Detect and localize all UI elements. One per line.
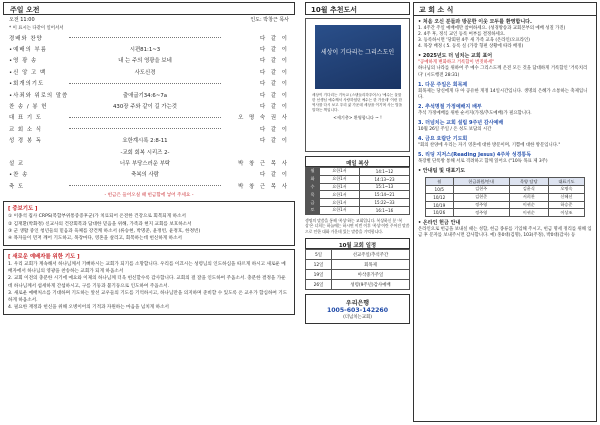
guide-heading: • 안내팀 및 대표기도 [418,168,466,175]
bible-ref: 15:14~21 [360,191,410,199]
motto-text: "공예하게 변화하고 거룩함이 번짓하세" [418,60,495,66]
worship-row [3,123,295,134]
motto-heading: • 2025년도 더 넘치는 교회 표어 [418,53,493,60]
worship-row [3,146,295,157]
news-item-text: 목장별 단톡방 통해 서로 격려하고 함께 읽어요 ("10독 목표 제 3주) [418,159,548,165]
bible-book: 요한1서 [320,206,360,214]
worship-item-detail: 출애굽기34:6~7a [122,92,168,99]
guide-cell: 김현준 [453,193,509,201]
news-line: 4. 목장 배정 ( 5. 등록 실 (가장 형편 상황에 따라 배정) [418,44,524,50]
worship-item-name: 성 경 봉 독 [9,138,42,145]
guide-cell: 이귀순 [509,201,548,209]
service-info [3,15,295,24]
worship-item-leader: 박 창 근 목 사 [238,160,289,167]
service-time: 오전 11:00 [9,17,35,23]
bible-ref: 15:22~33 [360,199,410,207]
daily-bible-table [305,167,410,215]
schedule-row [306,280,410,290]
guide-cell: 오명숙 [548,186,584,194]
guide-header-cell: 목양 담당 [509,178,548,186]
worship-item-detail: -교회 회복 시리즈 2- [120,149,170,156]
worship-item-name: 경배와 찬양 [9,35,43,42]
worship-item-detail: 430장 주와 같이 길 가는것 [112,104,177,111]
book-caption: <세기총> 환영합니다 ~ ! [333,115,382,120]
worship-item-name: •사죄와 위로의 말씀 [9,92,69,99]
schedule-event: 선교주일/추석주간 [332,250,410,260]
news-item-heading: 4. 금요 요람단 기도회 [418,136,468,143]
worship-item-name: 설 교 [9,160,25,167]
bible-weekday: 월 [306,168,320,176]
worship-item-detail: 시편81:1~3 [129,47,161,54]
worship-item-name: •신 앙 고 백 [9,69,47,76]
worship-row [3,66,295,77]
worship-item-leader: 박 창 근 목 사 [238,183,289,190]
news-line: 1. 4주간 주일 예배에만 참여하세요. (성경방송과 교회본부의 예배 성칠 가진) [418,26,566,31]
book-box [305,18,410,152]
schedule-row [306,260,410,270]
daily-bible-title: 매일 복상 [305,156,410,167]
guide-row [425,186,584,194]
news-item-text: "회의 찬양에 우리는 자기 영혼에 대한 방문이며, 기쁨에 대한 방문입니다." [418,143,561,149]
bible-ref: 14:1~12 [360,168,410,176]
bible-row [306,183,410,191]
worship-item-name: 교 회 소 식 [9,126,42,133]
church-news [413,2,597,422]
bible-row [306,191,410,199]
prayer-item: ④ 목자들이 먼저 깨어 기도하고, 목장마다, 영혼을 살리고, 회복하는데 헌신하게 하소서 [8,236,182,242]
schedule-date: 26일 [306,280,332,290]
schedule-title: 10월 교회 일정 [305,238,410,249]
bible-row [306,168,410,176]
bible-weekday: 목 [306,191,320,199]
bible-mention: 생명의 말씀을 통해 '복상'하는 교회입니다. 복상하신 분 '복상'은 너희는 하늘에는 하시면 이번 이후 '복상'이란 주어진 말씀으로 인한 대화 가운데 있는 말씀을 기억합니다. [305,217,410,234]
news-title: 교 회 소 식 [414,3,596,16]
worship-order [3,32,295,191]
worship-row [3,43,295,54]
guide-cell: 10/19 [425,201,453,209]
guide-cell: 신혜선 [548,193,584,201]
welcome-heading: • 처음 오신 분들과 방문한 이웃 모두를 환영합니다. [418,19,532,25]
bible-book: 요한1서 [320,191,360,199]
worship-row [3,32,295,43]
worship-item-leader: 다 같 이 [259,47,289,54]
worship-item-leader: 오 명 숙 권 사 [238,115,289,122]
left-page [3,2,295,422]
worship-item-leader: 다 같 이 [259,126,289,133]
schedule-date: 5일 [306,250,332,260]
book-desc: 세상이 기다리는 기독교 (스탠들리하우어스) '예수는 훌륭한 선생님 예수께서 사랑하셨던 예수는 한 가운데' 이런 한 역사를 다시 보고 우리 삶 가운데 세상을 이기며 사는 법을 말하는 책입니다. [312,93,403,112]
bible-weekday: 수 [306,183,320,191]
schedule-row [306,250,410,260]
guide-header-row [425,178,584,186]
bible-ref: 14:13~23 [360,175,410,183]
bible-row [306,199,410,207]
renewal-title: [ 새로운 예배자를 위한 기도 ] [8,253,80,260]
schedule-row [306,270,410,280]
guide-cell: 김현주 [453,186,509,194]
schedule-event: 성령(9주년)감사예배 [332,280,410,290]
worship-item-leader: 다 같 이 [259,35,289,42]
worship-item-name: •예배의 부름 [9,47,47,54]
renewal-item: 3. 새로운 예배처소를 기대하며 기도하는 앞선 교우들의 기도를 기억하시고, 하나님만을 의지하며 준비할 수 있도록 온 교우가 합심하여 기도하게 하옵소서. [8,290,288,304]
bible-book: 요한1서 [320,168,360,176]
guide-cell: 김윤식 [509,186,548,194]
worship-item-leader: 다 같 이 [259,81,289,88]
renewal-item: 1. 우리 교회가 계속해서 하나님께서 기뻐하시는 교회가 되기를 소망합니다. 우리를 이끄시는 성령님의 인도하심을 따르게 하시고 새로운 예배자에서 하나님의 영광을 찬송하는 교회가 되게 하옵소서 [8,261,286,274]
bible-ref: 15:1~13 [360,183,410,191]
worship-item-detail: 축복의 사람 [131,172,159,179]
news-item-heading: 3. 더넘치는 교회 설립 9주년 감사예배 [418,119,504,126]
news-item-heading: 2. 추석명절 가정예배지 배부 [418,103,482,110]
schedule-event: 회목제 [332,260,410,270]
dotted-leader [69,83,221,84]
guide-row [425,201,584,209]
intercession-box [3,201,295,245]
guide-cell: 10/5 [425,186,453,194]
guide-table [425,177,585,217]
worship-row [3,89,295,100]
renewal-item: 2. 교회 이전의 충분한 시기에 예요와 이제의 하나님께 더욱 헌신할수록 감사합니다. 교회의 걸 잘을 인도하여 주옵소서. 충분한 결정을 가운데 하나님께서 섭세하게 간섭하시고, 구름 기둥과 불기둥으로 인도하여 주옵소서. [8,276,286,289]
right-left-column [305,2,410,324]
online-heading: • 온라인 헌금 안내 [418,220,461,227]
worship-row [3,157,295,168]
worship-row [3,180,295,191]
book-cover: 세상이 기다리는 그리스도인 [315,25,401,89]
guide-cell: 서희찬 [509,193,548,201]
prayer-item: ② 김재환(박화정) 신교사의 건강회복과 담대한 믿음을 위해, 가족과 현지 교회를 보호하소서 [8,221,192,227]
dotted-leader [69,185,221,186]
worship-item-name: •영 광 송 [9,58,38,65]
worship-row [3,135,295,146]
worship-item-detail: 요한계시록 2:8-11 [122,138,168,145]
bible-ref: 16:1~16 [360,206,410,214]
guide-header-cell: 헌금위원/안내 [453,178,509,186]
guide-header-cell: 대표기도 [548,178,584,186]
worship-item-name: •찬 송 [9,172,29,179]
guide-cell: 10/26 [425,209,453,217]
worship-row [3,78,295,89]
renewal-item: 4. 필요한 재정과 헌신을 위해 오병이어의 기적과 자원하는 마음을 넘치게 하소서 [8,305,169,311]
worship-item-name: 축 도 [9,183,25,190]
guide-cell: 10/12 [425,193,453,201]
news-item-text: 10월 26일 주일 / 온 성도 보답의 시간 [418,126,492,132]
bible-book: 요한1서 [320,199,360,207]
motto-sub: 하나님의 나라를 위하여 주 예수 그리스도께 온전 모든 것을 담대하게 거룩함인 '거룩치리다' (시도행전 28:31) [418,66,588,78]
worship-item-detail: 너무 부당스러운 부탁 [119,160,171,167]
renewal-box [3,249,295,315]
guide-header-cell: 월 [425,178,453,186]
intercession-title: [ 중보기도 ] [8,206,38,213]
bible-row [306,175,410,183]
worship-item-leader: 다 같 이 [259,69,289,76]
bible-weekday: 금 [306,199,320,207]
stand-note: * 이 표시는 다같이 일어서서 [9,26,64,31]
worship-item-name: 대 표 기 도 [9,115,42,122]
online-text: 온라인으로 헌금을 보내실 때는 성함, 헌금 종류를 기입해 주시고, 헌금 명세 정리를 위해 입금 후 문자를 보내주시면 감사합니다. 예) 홍0대(김명), 103(주정), 박0대(감사) 등 [418,227,592,239]
worship-row [3,100,295,111]
bible-weekday: 토 [306,206,320,214]
dotted-leader [69,37,221,38]
worship-item-name: •회개의기도 [9,81,45,88]
offering-box [305,294,410,324]
schedule-date: 12일 [306,260,332,270]
news-line: 3. 등록하시면 '당회원 4주 새 가족 교육 (온라인/오프라인) [418,38,530,44]
news-item-text: 추석 가정예배를 위한 순서지(가정/추도예배)가 필요합니다. [418,110,532,116]
bible-book: 요한1서 [320,183,360,191]
worship-item-leader: 다 같 이 [259,58,289,65]
worship-item-detail: 사도신경 [134,69,156,76]
bank-name: 우리은행 [345,300,370,307]
account-holder: (더넘치는교회) [343,315,372,320]
schedule-date: 19일 [306,270,332,280]
guide-row [425,193,584,201]
guide-cell: 하승준 [548,201,584,209]
dotted-leader [69,128,221,129]
bible-book: 요한1서 [320,175,360,183]
worship-item-leader: 다 같 이 [259,138,289,145]
right-page [305,2,597,422]
guide-cell: 정주영 [453,201,509,209]
guide-cell: 정주영 [453,209,509,217]
news-item-heading: 1. 다문 주일은 회목제 [418,81,468,88]
worship-item-leader: 다 같 이 [259,104,289,111]
bank-account: 1005-603-142260 [326,307,389,314]
dotted-leader [69,117,221,118]
service-preacher: 인도: 박창근 목사 [250,17,289,23]
guide-cell: 이귀순 [509,209,548,217]
schedule-table [305,249,410,290]
worship-row [3,112,295,123]
guide-cell: 이상조 [548,209,584,217]
worship-item-detail: 내 는 주의 영광을 보네 [118,58,172,65]
news-line: 2. 4주 후, 정식 교인 등록 여부를 결정하세요. [418,32,506,38]
worship-item-name: 찬 송 / 봉 헌 [9,104,48,111]
bible-row [306,206,410,214]
offering-note: - 헌금은 들어오실 때 헌금함에 넣어 주세요 - [104,193,194,199]
prayer-item: ③ 군 생활 중인 청년들의 믿음과 육체를 강건케 하소서 (류승현, 박명준, 윤정빈, 윤정호, 한정빈) [8,229,201,235]
schedule-event: 아삭중가주일 [332,270,410,280]
news-item-text: 회목제는 당신에게 다 아 공유한 게정 14일시간입니다. 생명의 은혜가 소통하는 축제입니다. [418,88,588,100]
worship-item-leader: 다 같 이 [259,92,289,99]
news-item-heading: 5. 리딩 지저스(Reading Jesus) 4주차 성경통독 [418,152,532,159]
bible-weekday: 화 [306,175,320,183]
service-title: 주일 오전 [3,2,295,15]
worship-row [3,169,295,180]
worship-row [3,55,295,66]
book-title: 10월 추천도서 [305,2,410,15]
worship-item-leader: 다 같 이 [259,172,289,179]
prayer-item: ① 이종석 집사 CRPS(복합부위통증증후군)가 치료되어 온전한 건강으로 회복되게 하소서 [8,214,186,220]
guide-row [425,209,584,217]
